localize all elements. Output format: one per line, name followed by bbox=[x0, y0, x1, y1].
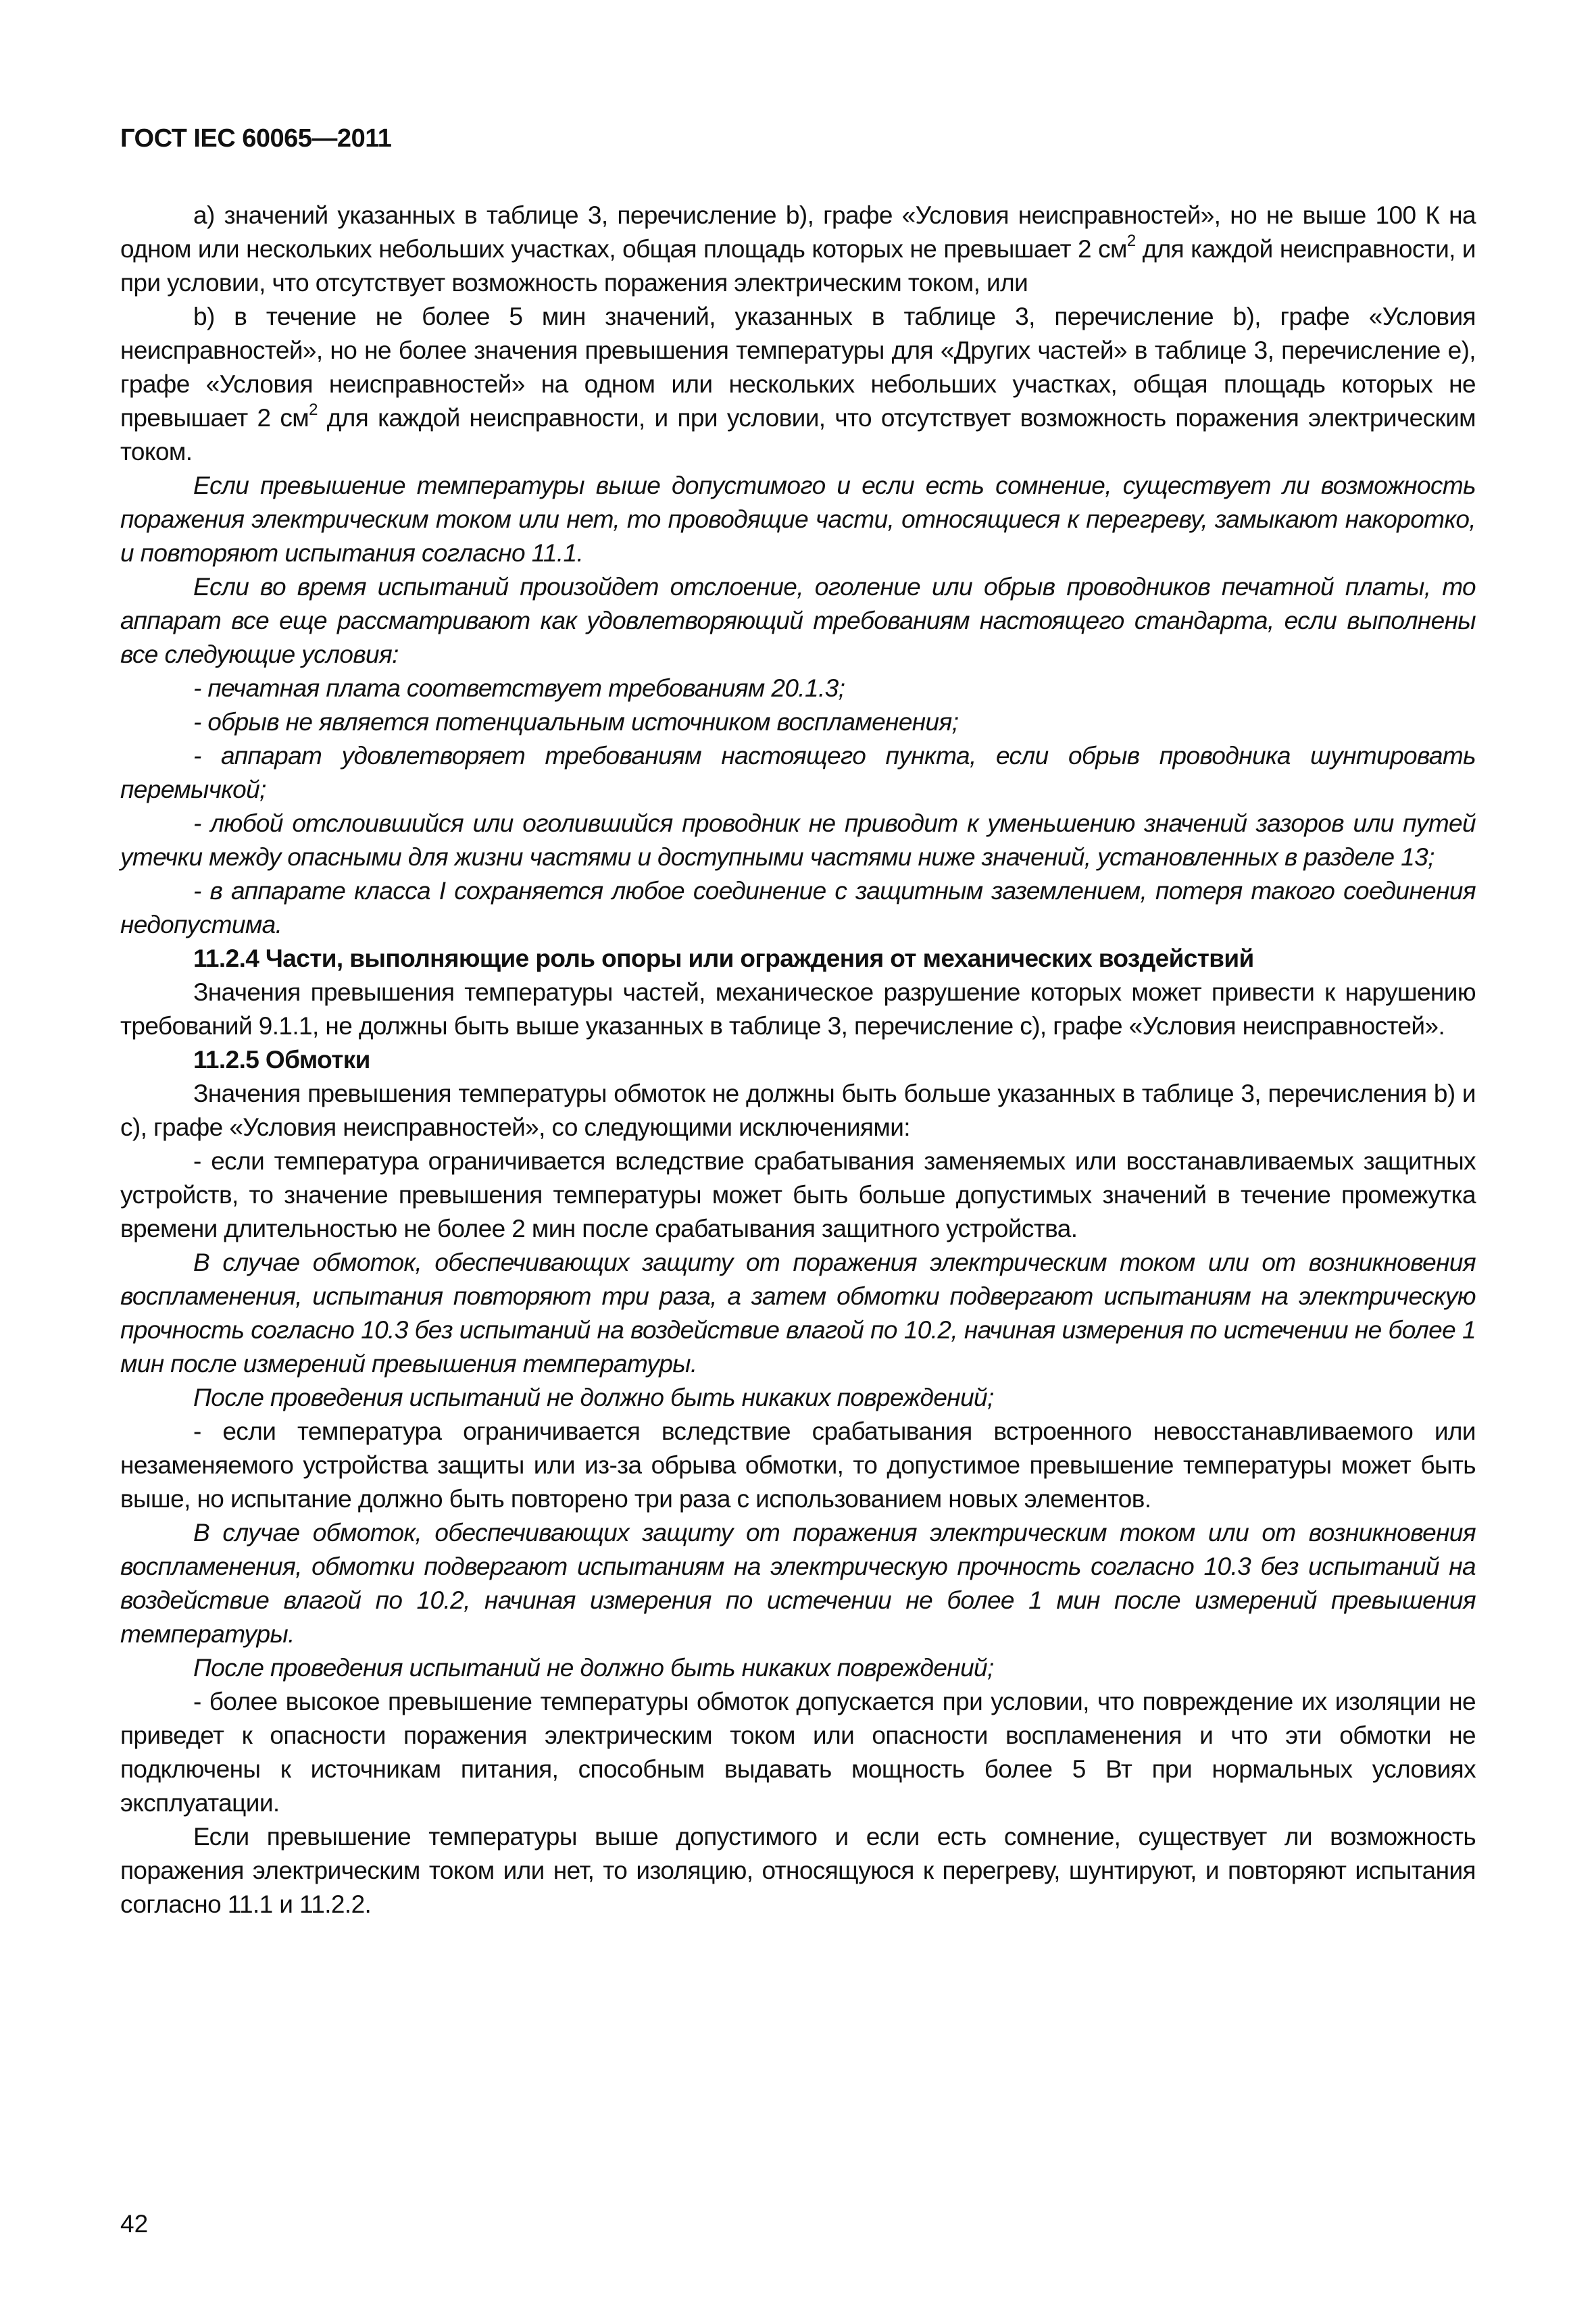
list-item: - если температура ограничивается вследствие срабатывания встроенного невосстанавливаемого или незаменяемого устройства защиты или из-за обрыва обмотки, то допустимое превышение температуры может быть выше, но испытание должно быть повторено три раза с использованием новых элементов. bbox=[120, 1417, 1476, 1513]
document-header: ГОСТ IEC 60065—2011 bbox=[120, 124, 392, 153]
paragraph: Значения превышения температуры обмоток не должны быть больше указанных в таблице 3, перечисления b) и с), графе «Условия неисправностей», со следующими исключениями: bbox=[120, 1080, 1476, 1141]
note-paragraph: После проведения испытаний не должно быть никаких повреждений; bbox=[193, 1654, 994, 1682]
section-heading: 11.2.5 Обмотки bbox=[193, 1046, 370, 1074]
list-item: - более высокое превышение температуры обмоток допускается при условии, что повреждение их изоляции не приведет к опасности поражения электрическим током или опасности воспламенения и что эти обмотки не подключены к источникам питания, способным выдавать мощность более 5 Вт при нормальных условиях эксплуатации. bbox=[120, 1688, 1476, 1817]
note-paragraph: В случае обмоток, обеспечивающих защиту от поражения электрическим током или от возникновения воспламенения, обмотки подвергают испытаниям на электрическую прочность согласно 10.3 без испытаний на воздействие влагой по 10.2, начиная измерения по истечении не более 1 мин после измерений превышения температуры. bbox=[120, 1519, 1476, 1648]
list-item: - любой отслоившийся или оголившийся проводник не приводит к уменьшению значений зазоров или путей утечки между опасными для жизни частями и доступными частями ниже значений, установленных в разделе 13; bbox=[120, 809, 1476, 871]
note-paragraph: Если превышение температуры выше допустимого и если есть сомнение, существует ли возможность поражения электрическим током или нет, то проводящие части, относящиеся к перегреву, замыкают накоротко, и повторяют испытания согласно 11.1. bbox=[120, 472, 1476, 567]
list-item: - если температура ограничивается вследствие срабатывания заменяемых или восстанавливаемых защитных устройств, то значение превышения температуры может быть больше допустимых значений в течение промежутка времени длительностью не более 2 мин после срабатывания защитного устройства. bbox=[120, 1147, 1476, 1242]
paragraph bbox=[120, 199, 1476, 300]
paragraph-text: а) значений указанных в таблице 3, перечисление b), графе «Условия неисправностей», но не выше 100 К на одном или нескольких небольших участках, общая площадь которых не превышает 2 см bbox=[120, 201, 1476, 263]
paragraph: Если превышение температуры выше допустимого и если есть сомнение, существует ли возможность поражения электрическим током или нет, то изоляцию, относящуюся к перегреву, шунтируют, и повторяют испытания согласно 11.1 и 11.2.2. bbox=[120, 1823, 1476, 1918]
paragraph-text: b) в течение не более 5 мин значений, указанных в таблице 3, перечисление b), графе «Условия неисправностей», но не более значения превышения температуры для «Других частей» в таблице 3, перечисление e), графе «Условия неисправностей» на одном или нескольких небольших участках, общая площадь которых не превышает 2 см bbox=[120, 303, 1476, 432]
paragraph-text-tail: для каждой неисправности, и при условии, что отсутствует возможность поражения электрическим током. bbox=[120, 404, 1476, 466]
list-item: - в аппарате класса I сохраняется любое соединение с защитным заземлением, потеря такого соединения недопустима. bbox=[120, 877, 1476, 938]
paragraph: Значения превышения температуры частей, механическое разрушение которых может привести к нарушению требований 9.1.1, не должны быть выше указанных в таблице 3, перечисление с), графе «Условия неисправностей». bbox=[120, 978, 1476, 1040]
note-paragraph: В случае обмоток, обеспечивающих защиту от поражения электрическим током или от возникновения воспламенения, испытания повторяют три раза, а затем обмотки подвергают испытаниям на электрическую прочность согласно 10.3 без испытаний на воздействие влагой по 10.2, начиная измерения по истечении не более 1 мин после измерений превышения температуры. bbox=[120, 1249, 1476, 1378]
list-item: - аппарат удовлетворяет требованиям настоящего пункта, если обрыв проводника шунтировать перемычкой; bbox=[120, 742, 1476, 803]
page-number: 42 bbox=[120, 2210, 149, 2238]
note-paragraph: После проведения испытаний не должно быть никаких повреждений; bbox=[193, 1384, 994, 1411]
section-heading: 11.2.4 Части, выполняющие роль опоры или ограждения от механических воздействий bbox=[193, 945, 1254, 972]
superscript: 2 bbox=[309, 400, 318, 419]
note-paragraph: Если во время испытаний произойдет отслоение, оголение или обрыв проводников печатной платы, то аппарат все еще рассматривают как удовлетворяющий требованиям настоящего стандарта, если выполнены все следующие условия: bbox=[120, 573, 1476, 668]
document-body bbox=[120, 199, 1476, 1921]
paragraph-text-tail: для каждой неисправности, и при условии, что отсутствует возможность поражения электрическим током, или bbox=[120, 235, 1476, 297]
paragraph bbox=[120, 300, 1476, 469]
list-item: - печатная плата соответствует требованиям 20.1.3; bbox=[193, 674, 845, 702]
superscript: 2 bbox=[1126, 231, 1136, 250]
list-item: - обрыв не является потенциальным источником воспламенения; bbox=[193, 708, 959, 736]
